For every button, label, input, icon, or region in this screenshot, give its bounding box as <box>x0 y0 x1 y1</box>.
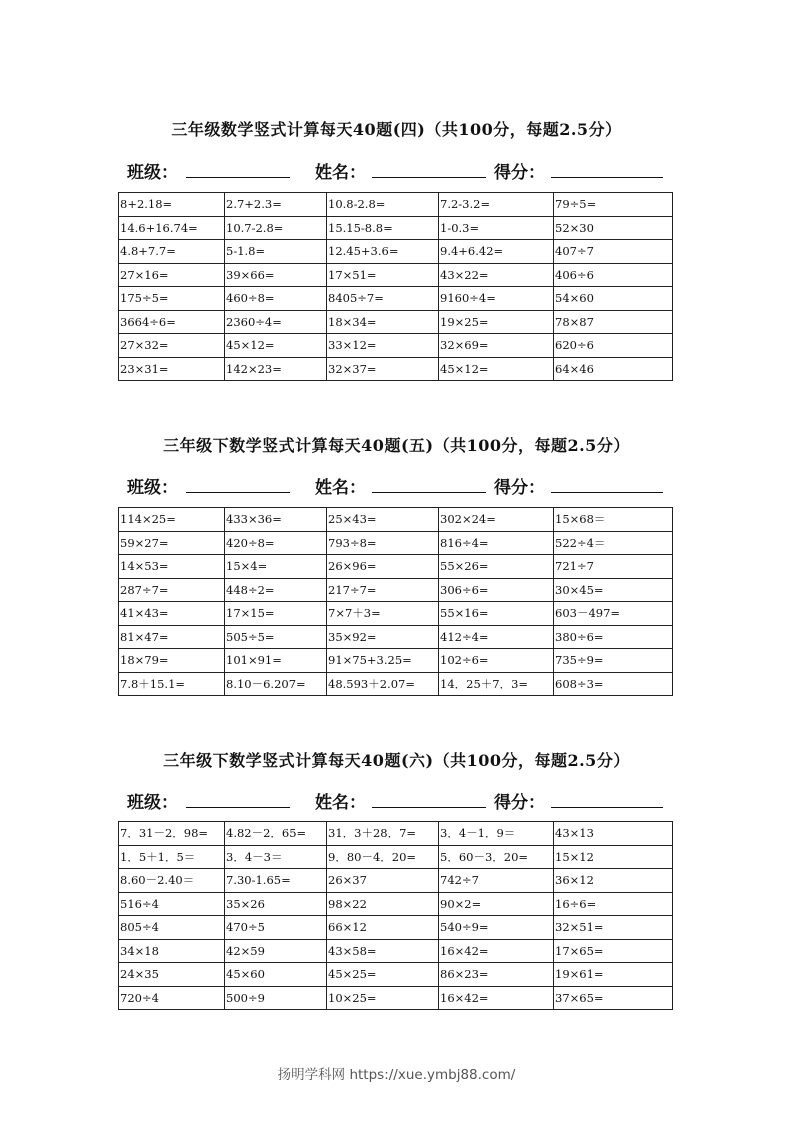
problem-cell: 18×34= <box>327 310 439 334</box>
problem-cell: 59×27= <box>119 531 225 555</box>
problem-cell: 30×45= <box>554 578 673 602</box>
problem-cell: 793÷8= <box>327 531 439 555</box>
problem-cell: 66×12 <box>327 916 439 940</box>
problem-cell: 24×35 <box>119 963 225 987</box>
problem-cell: 52×30 <box>554 216 673 240</box>
problem-cell: 8+2.18= <box>119 193 225 217</box>
problem-cell: 420÷8= <box>225 531 327 555</box>
table-row <box>119 916 673 940</box>
problem-cell: 101×91= <box>225 649 327 673</box>
problem-cell: 26×37 <box>327 869 439 893</box>
problem-cell: 306÷6= <box>439 578 554 602</box>
problem-cell: 505÷5= <box>225 625 327 649</box>
problem-cell: 3．4－1．9＝ <box>439 822 554 846</box>
table-row <box>119 240 673 264</box>
problem-cell: 98×22 <box>327 892 439 916</box>
worksheet-title-3: 三年级下数学竖式计算每天40题(六)（共100分，每题2.5分） <box>163 751 630 770</box>
table-row <box>119 531 673 555</box>
problem-cell: 31．3＋28．7= <box>327 822 439 846</box>
problem-cell: 43×22= <box>439 263 554 287</box>
problem-cell: 14×53= <box>119 555 225 579</box>
table-row <box>119 310 673 334</box>
problem-cell: 9.4+6.42= <box>439 240 554 264</box>
problem-cell: 17×51= <box>327 263 439 287</box>
problem-cell: 35×26 <box>225 892 327 916</box>
problem-cell: 43×13 <box>554 822 673 846</box>
info-row-2 <box>0 473 793 497</box>
problem-cell: 5．60－3．20= <box>439 845 554 869</box>
problem-cell: 33×12= <box>327 334 439 358</box>
table-row <box>119 216 673 240</box>
table-row <box>119 334 673 358</box>
table-row <box>119 193 673 217</box>
table-row <box>119 869 673 893</box>
problem-cell: 9160÷4= <box>439 287 554 311</box>
problem-cell: 81×47= <box>119 625 225 649</box>
problem-cell: 7×7＋3= <box>327 602 439 626</box>
class-label: 班级： <box>127 163 178 183</box>
problem-cell: 8405÷7= <box>327 287 439 311</box>
problem-cell: 470÷5 <box>225 916 327 940</box>
problem-cell: 78×87 <box>554 310 673 334</box>
problem-cell: 816÷4= <box>439 531 554 555</box>
problem-cell: 90×2= <box>439 892 554 916</box>
problem-cell: 2360÷4= <box>225 310 327 334</box>
problem-cell: 448÷2= <box>225 578 327 602</box>
problem-cell: 42×59 <box>225 939 327 963</box>
problem-cell: 742÷7 <box>439 869 554 893</box>
table-row <box>119 287 673 311</box>
name-label: 姓名： <box>315 163 366 183</box>
problem-cell: 32×51= <box>554 916 673 940</box>
problem-cell: 19×61= <box>554 963 673 987</box>
name-blank <box>372 492 486 493</box>
table-row <box>119 986 673 1010</box>
problem-table-3 <box>118 821 673 1010</box>
problem-cell: 1．5＋1．5＝ <box>119 845 225 869</box>
score-label: 得分： <box>494 793 545 813</box>
score-label: 得分： <box>494 478 545 498</box>
problem-cell: 433×36= <box>225 508 327 532</box>
problem-cell: 16×42= <box>439 939 554 963</box>
problem-cell: 102÷6= <box>439 649 554 673</box>
problem-cell: 45×12= <box>439 357 554 381</box>
problem-cell: 34×18 <box>119 939 225 963</box>
footer-watermark: 扬明学科网 https://xue.ymbj88.com/ <box>277 1067 516 1083</box>
table-row <box>119 263 673 287</box>
problem-cell: 720÷4 <box>119 986 225 1010</box>
problem-cell: 18×79= <box>119 649 225 673</box>
problem-cell: 91×75+3.25= <box>327 649 439 673</box>
problem-cell: 32×69= <box>439 334 554 358</box>
problem-cell: 8.10－6.207= <box>225 672 327 696</box>
problem-cell: 39×66= <box>225 263 327 287</box>
problem-cell: 8.60－2.40＝ <box>119 869 225 893</box>
name-blank <box>372 807 486 808</box>
problem-cell: 41×43= <box>119 602 225 626</box>
problem-cell: 406÷6 <box>554 263 673 287</box>
problem-cell: 15×68＝ <box>554 508 673 532</box>
table-row <box>119 508 673 532</box>
table-row <box>119 649 673 673</box>
problem-cell: 45×25= <box>327 963 439 987</box>
problem-cell: 10.8-2.8= <box>327 193 439 217</box>
problem-cell: 54×60 <box>554 287 673 311</box>
problem-cell: 32×37= <box>327 357 439 381</box>
problem-cell: 2.7+2.3= <box>225 193 327 217</box>
class-blank <box>186 807 290 808</box>
problem-table-1 <box>118 192 673 381</box>
info-row-3 <box>0 788 793 812</box>
score-blank <box>551 492 663 493</box>
problem-cell: 540÷9= <box>439 916 554 940</box>
problem-cell: 7.2-3.2= <box>439 193 554 217</box>
problem-cell: 142×23= <box>225 357 327 381</box>
problem-cell: 620÷6 <box>554 334 673 358</box>
problem-cell: 500÷9 <box>225 986 327 1010</box>
problem-cell: 27×16= <box>119 263 225 287</box>
worksheet-title-1: 三年级数学竖式计算每天40题(四)（共100分，每题2.5分） <box>171 120 622 139</box>
problem-cell: 7.8＋15.1= <box>119 672 225 696</box>
table-row <box>119 672 673 696</box>
problem-cell: 37×65= <box>554 986 673 1010</box>
problem-cell: 45×60 <box>225 963 327 987</box>
table-row <box>119 602 673 626</box>
problem-cell: 608÷3= <box>554 672 673 696</box>
problem-cell: 15.15-8.8= <box>327 216 439 240</box>
table-row <box>119 845 673 869</box>
score-blank <box>551 177 663 178</box>
problem-cell: 1-0.3= <box>439 216 554 240</box>
problem-cell: 19×25= <box>439 310 554 334</box>
problem-cell: 23×31= <box>119 357 225 381</box>
problem-cell: 17×15= <box>225 602 327 626</box>
problem-cell: 45×12= <box>225 334 327 358</box>
problem-cell: 805÷4 <box>119 916 225 940</box>
problem-cell: 35×92= <box>327 625 439 649</box>
table-row <box>119 892 673 916</box>
worksheet-title-2: 三年级下数学竖式计算每天40题(五)（共100分，每题2.5分） <box>163 436 630 455</box>
problem-cell: 64×46 <box>554 357 673 381</box>
problem-cell: 55×26= <box>439 555 554 579</box>
table-row <box>119 578 673 602</box>
class-blank <box>186 177 290 178</box>
problem-cell: 16×42= <box>439 986 554 1010</box>
name-blank <box>372 177 486 178</box>
name-label: 姓名： <box>315 793 366 813</box>
class-blank <box>186 492 290 493</box>
problem-cell: 43×58= <box>327 939 439 963</box>
problem-cell: 412÷4= <box>439 625 554 649</box>
problem-cell: 26×96= <box>327 555 439 579</box>
table-row <box>119 357 673 381</box>
info-row-1 <box>0 158 793 182</box>
problem-cell: 14．25＋7．3= <box>439 672 554 696</box>
problem-cell: 3664÷6= <box>119 310 225 334</box>
class-label: 班级： <box>127 478 178 498</box>
table-row <box>119 822 673 846</box>
problem-cell: 175÷5= <box>119 287 225 311</box>
table-row <box>119 555 673 579</box>
problem-cell: 9．80－4．20= <box>327 845 439 869</box>
problem-cell: 721÷7 <box>554 555 673 579</box>
problem-cell: 7.30-1.65= <box>225 869 327 893</box>
table-row <box>119 625 673 649</box>
problem-cell: 603－497= <box>554 602 673 626</box>
problem-cell: 302×24= <box>439 508 554 532</box>
problem-cell: 3．4－3＝ <box>225 845 327 869</box>
problem-cell: 79÷5= <box>554 193 673 217</box>
problem-cell: 86×23= <box>439 963 554 987</box>
problem-table-2 <box>118 507 673 696</box>
problem-cell: 16÷6= <box>554 892 673 916</box>
score-blank <box>551 807 663 808</box>
problem-cell: 735÷9= <box>554 649 673 673</box>
problem-cell: 380÷6= <box>554 625 673 649</box>
problem-cell: 522÷4＝ <box>554 531 673 555</box>
problem-cell: 10×25= <box>327 986 439 1010</box>
problem-cell: 10.7-2.8= <box>225 216 327 240</box>
problem-cell: 48.593＋2.07= <box>327 672 439 696</box>
problem-cell: 25×43= <box>327 508 439 532</box>
problem-cell: 15×12 <box>554 845 673 869</box>
problem-cell: 217÷7= <box>327 578 439 602</box>
problem-cell: 287÷7= <box>119 578 225 602</box>
problem-cell: 516÷4 <box>119 892 225 916</box>
problem-cell: 12.45+3.6= <box>327 240 439 264</box>
problem-cell: 7．31－2．98= <box>119 822 225 846</box>
problem-cell: 460÷8= <box>225 287 327 311</box>
table-row <box>119 963 673 987</box>
problem-cell: 55×16= <box>439 602 554 626</box>
problem-cell: 36×12 <box>554 869 673 893</box>
problem-cell: 4.82－2．65= <box>225 822 327 846</box>
score-label: 得分： <box>494 163 545 183</box>
name-label: 姓名： <box>315 478 366 498</box>
problem-cell: 407÷7 <box>554 240 673 264</box>
problem-cell: 17×65= <box>554 939 673 963</box>
problem-cell: 27×32= <box>119 334 225 358</box>
problem-cell: 114×25= <box>119 508 225 532</box>
problem-cell: 15×4= <box>225 555 327 579</box>
table-row <box>119 939 673 963</box>
problem-cell: 14.6+16.74= <box>119 216 225 240</box>
class-label: 班级： <box>127 793 178 813</box>
problem-cell: 4.8+7.7= <box>119 240 225 264</box>
problem-cell: 5-1.8= <box>225 240 327 264</box>
